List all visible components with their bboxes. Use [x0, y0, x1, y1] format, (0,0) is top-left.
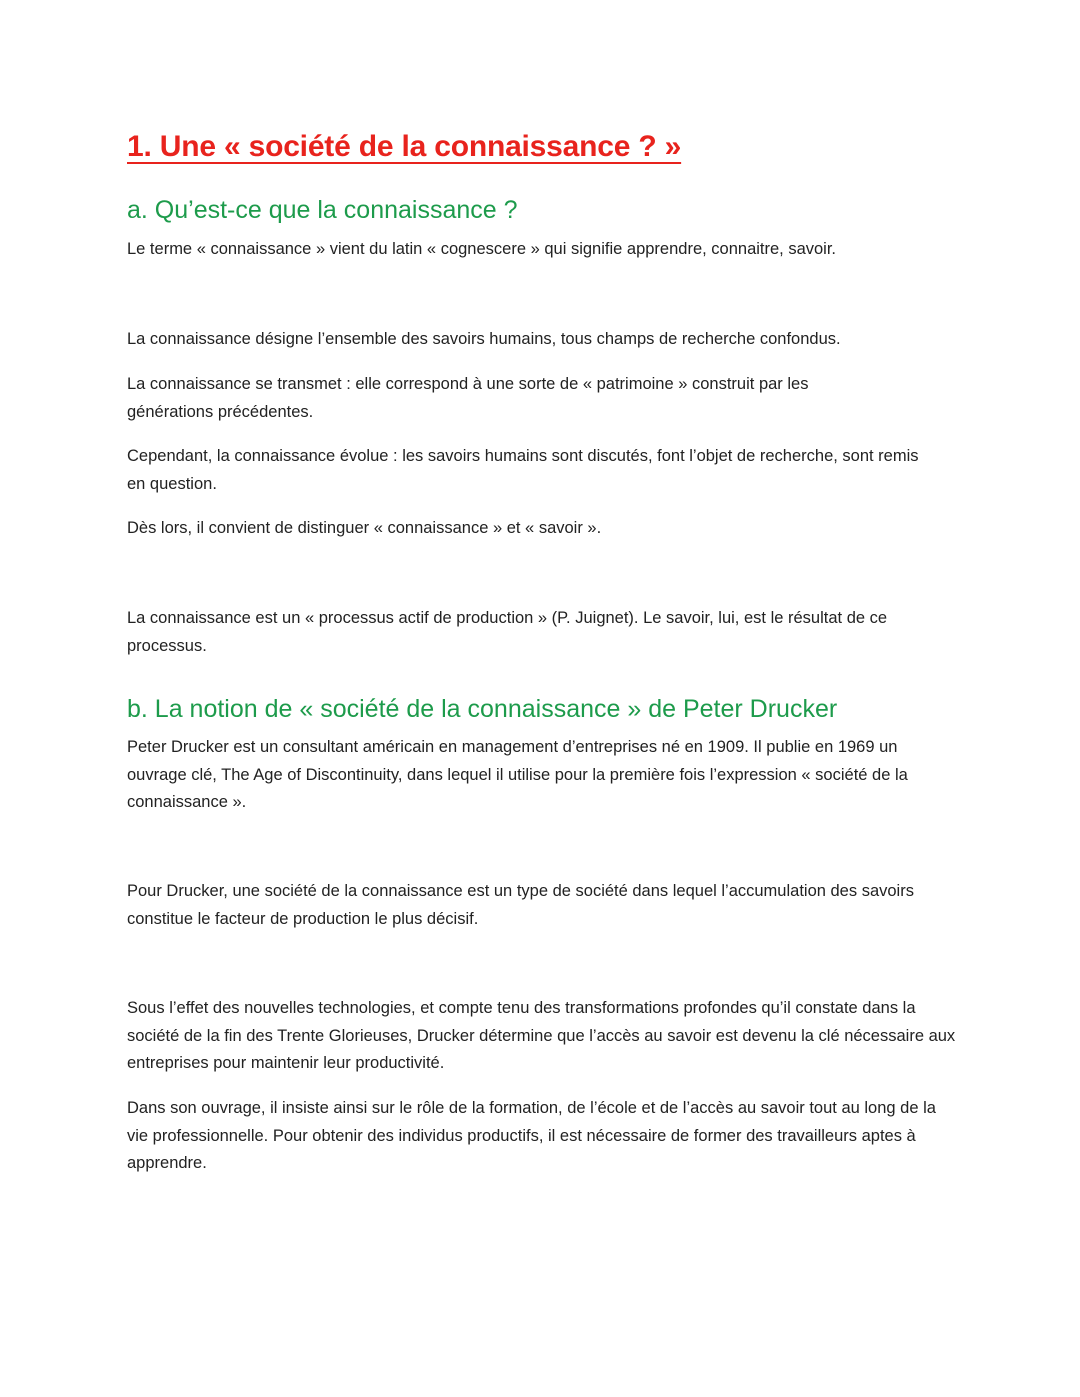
section-a-paragraph-2: La connaissance désigne l’ensemble des savoirs humains, tous champs de recherche confondus.: [127, 330, 841, 348]
section-a-paragraph-5: Dès lors, il convient de distinguer « connaissance » et « savoir ».: [127, 519, 602, 537]
page-title: 1. Une « société de la connaissance ? »: [127, 130, 682, 163]
section-b-paragraph-1: Peter Drucker est un consultant américain en management d’entreprises né en 1909. Il publie en 1969 un ouvrage clé, The Age of Discontinuity, dans lequel il utilise pour la première fois l’expression « société de la connaissance ».: [127, 738, 908, 811]
section-a-heading: a. Qu’est-ce que la connaissance ?: [127, 196, 518, 224]
section-b-paragraph-2: Pour Drucker, une société de la connaissance est un type de société dans lequel l’accumulation des savoirs constitue le facteur de production le plus décisif.: [127, 882, 914, 928]
section-a-paragraph-4: Cependant, la connaissance évolue : les savoirs humains sont discutés, font l’objet de recherche, sont remis en question.: [127, 447, 919, 493]
section-b-paragraph-4: Dans son ouvrage, il insiste ainsi sur le rôle de la formation, de l’école et de l’accès au savoir tout au long de la vie professionnelle. Pour obtenir des individus productifs, il est nécessaire de former des travailleurs aptes à apprendre.: [127, 1099, 936, 1172]
section-b-paragraph-3: Sous l’effet des nouvelles technologies, et compte tenu des transformations profondes qu’il constate dans la société de la fin des Trente Glorieuses, Drucker détermine que l’accès au savoir est devenu la clé nécessaire aux entreprises pour maintenir leur productivité.: [127, 999, 956, 1072]
section-a-paragraph-1: Le terme « connaissance » vient du latin « cognescere » qui signifie apprendre, connaitre, savoir.: [127, 240, 837, 258]
section-a-paragraph-6: La connaissance est un « processus actif de production » (P. Juignet). Le savoir, lui, est le résultat de ce processus.: [127, 609, 888, 655]
section-b-heading: b. La notion de « société de la connaissance » de Peter Drucker: [127, 695, 838, 723]
section-a-paragraph-3: La connaissance se transmet : elle correspond à une sorte de « patrimoine » construit par les générations précédentes.: [127, 375, 809, 421]
